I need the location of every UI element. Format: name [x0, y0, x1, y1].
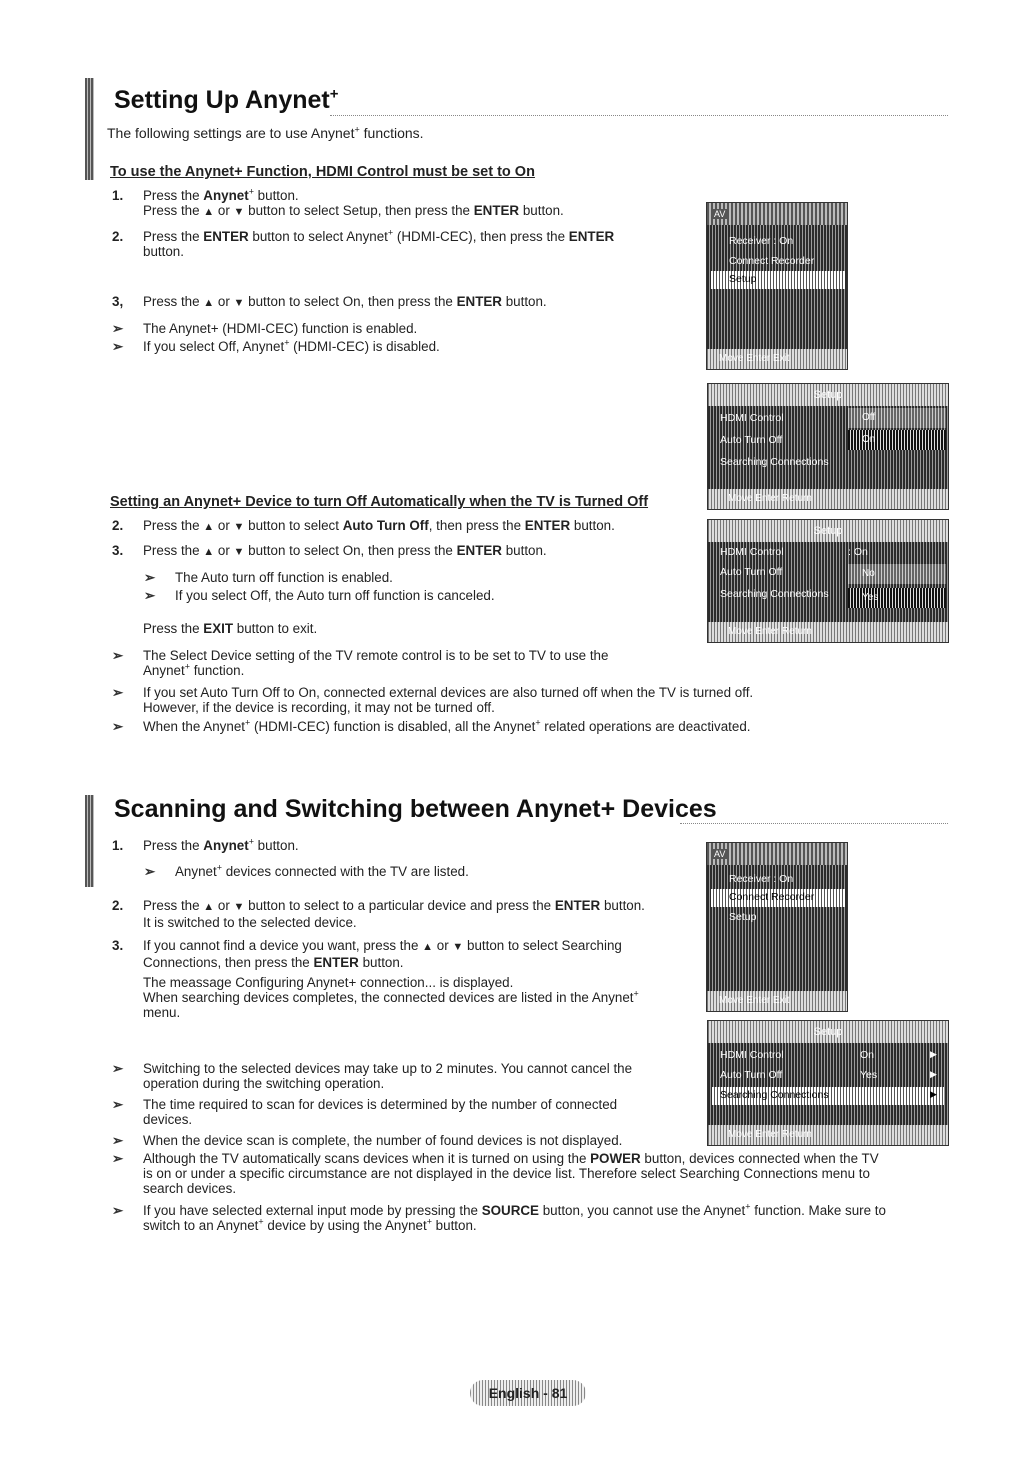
osd-menu-item: Setup — [729, 273, 757, 285]
arrow-right-icon: ▶ — [930, 1089, 937, 1099]
osd-option-no: No — [848, 564, 946, 584]
section-bar — [85, 78, 94, 180]
title-rule — [330, 115, 948, 116]
osd-menu-item: HDMI Control — [720, 1049, 784, 1061]
section-bar — [85, 795, 94, 887]
title-rule — [680, 823, 948, 824]
osd-menu-item: Auto Turn Off — [720, 1069, 783, 1081]
osd-menu-value: : On — [848, 546, 868, 558]
osd-menu-value: On — [860, 1049, 875, 1061]
section-title-setting-up: Setting Up Anynet+ — [114, 85, 339, 114]
osd-anynet-menu-1 — [706, 202, 848, 370]
section-title-scanning: Scanning and Switching between Anynet+ Devices — [114, 795, 717, 823]
subhead-hdmi-control: To use the Anynet+ Function, HDMI Control must be set to On — [110, 164, 535, 180]
intro-text: The following settings are to use Anynet+ functions. — [107, 124, 424, 141]
osd-setup-menu-2 — [707, 383, 949, 510]
osd-footer: Move Enter Return — [708, 1125, 948, 1145]
arrow-right-icon: ▶ — [930, 1049, 937, 1059]
osd-header: Setup — [708, 384, 948, 406]
osd-menu-item: Searching Connections — [720, 588, 829, 600]
osd-menu-item: Searching Connections — [720, 1089, 829, 1101]
osd-menu-item: Receiver : On — [729, 235, 794, 247]
osd-option-yes: Yes — [848, 588, 946, 608]
osd-anynet-menu-4 — [706, 842, 848, 1012]
osd-menu-item: HDMI Control — [720, 546, 784, 558]
osd-header: Setup — [708, 1021, 948, 1043]
av-badge: AV — [714, 849, 726, 859]
osd-footer: Move Enter Exit — [707, 349, 847, 369]
osd-footer: Move Enter Return — [708, 489, 948, 509]
osd-menu-item: Connect Recorder — [729, 255, 815, 267]
osd-option-off: Off — [848, 408, 946, 428]
osd-menu-item: Connect Recorder — [729, 891, 815, 903]
osd-setup-menu-3 — [707, 519, 949, 643]
arrow-right-icon: ▶ — [930, 1069, 937, 1079]
osd-footer: Move Enter Exit — [707, 991, 847, 1011]
osd-setup-menu-5 — [707, 1020, 949, 1146]
osd-menu-item: Auto Turn Off — [720, 434, 783, 446]
osd-menu-item: Auto Turn Off — [720, 566, 783, 578]
osd-menu-item: HDMI Control — [720, 412, 784, 424]
osd-header: Setup — [708, 520, 948, 542]
subhead-auto-turn-off: Setting an Anynet+ Device to turn Off Automatically when the TV is Turned Off — [110, 494, 649, 510]
osd-option-on: On — [848, 430, 946, 450]
av-badge: AV — [714, 209, 726, 219]
page-number-badge: English - 81 — [470, 1380, 586, 1406]
osd-menu-item: Receiver : On — [729, 873, 794, 885]
osd-menu-item: Searching Connections — [720, 456, 829, 468]
osd-menu-value: Yes — [860, 1069, 878, 1081]
osd-footer: Move Enter Return — [708, 622, 948, 642]
osd-menu-item: Setup — [729, 911, 757, 923]
